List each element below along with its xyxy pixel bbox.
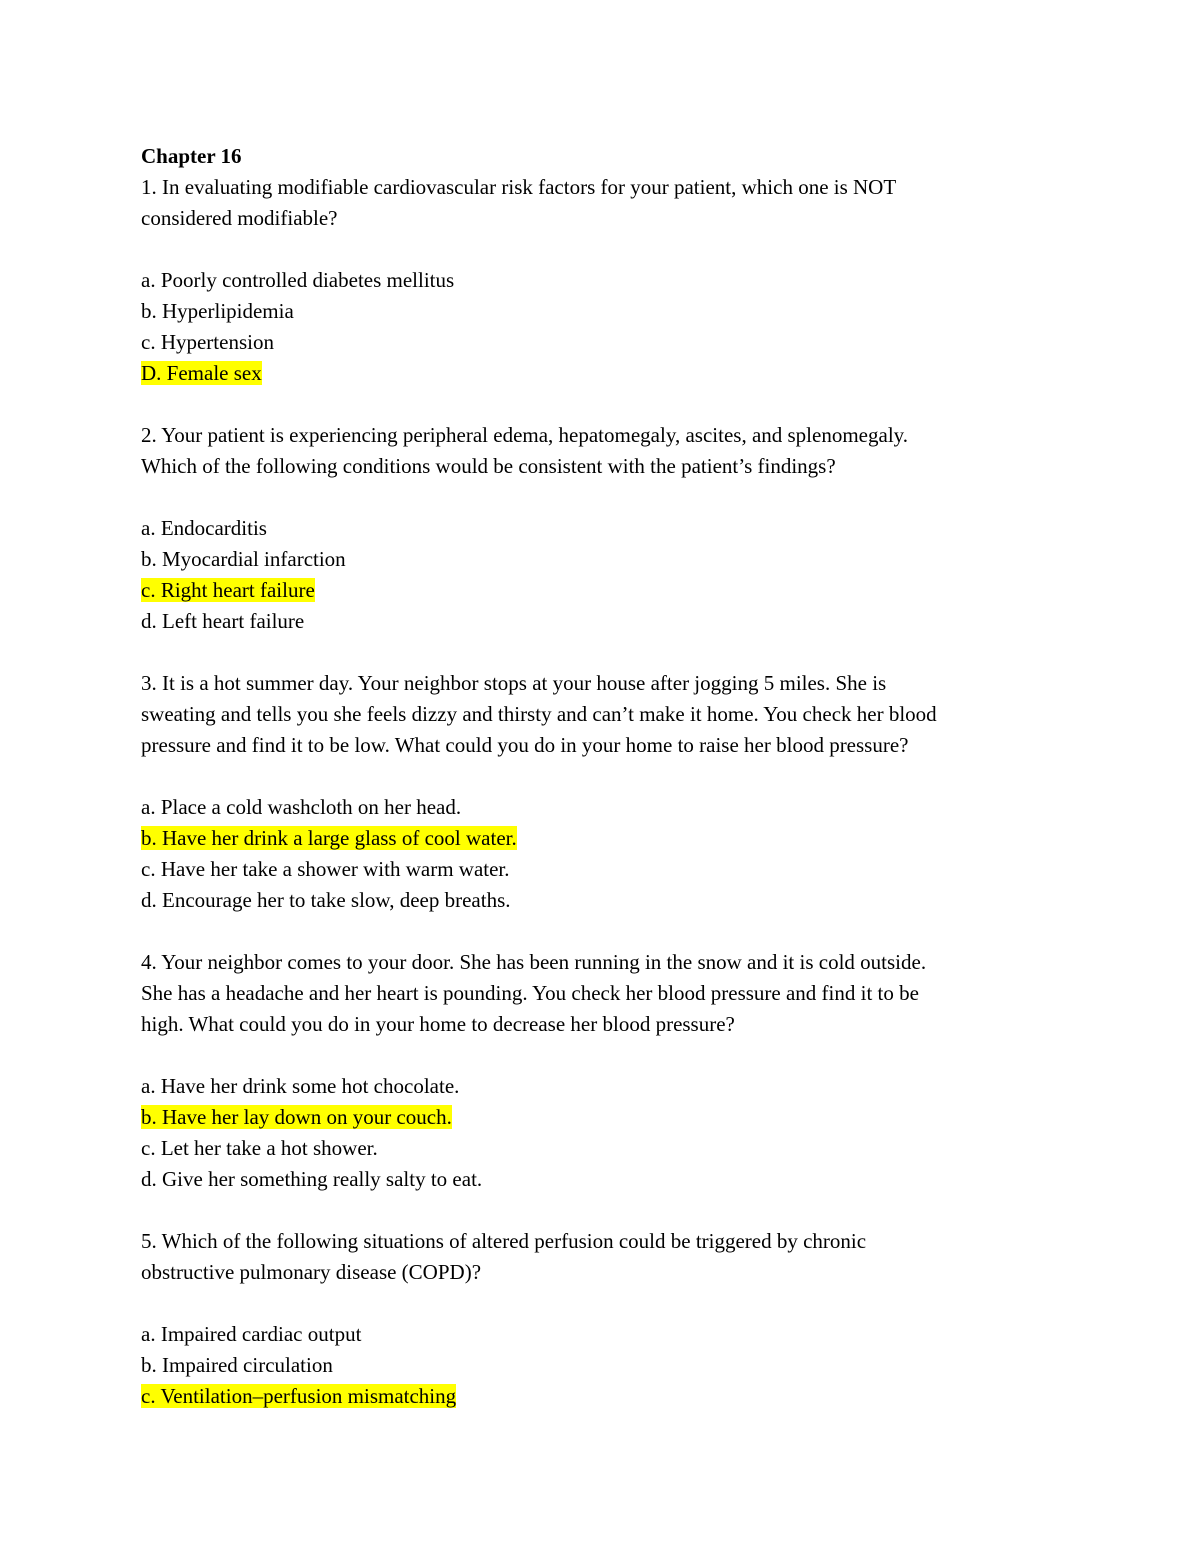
option-text: a. Endocarditis: [141, 516, 267, 540]
question-1-option-d-answer: [141, 358, 1061, 389]
question-5: [141, 1226, 1061, 1412]
option-text: a. Have her drink some hot chocolate.: [141, 1074, 460, 1098]
question-1-option-b: [141, 296, 1061, 327]
blank-line: [141, 1195, 1061, 1226]
question-1-stem-line-2: considered modifiable?: [141, 206, 338, 230]
question-1-option-c: [141, 327, 1061, 358]
option-text: c. Hypertension: [141, 330, 274, 354]
option-text: a. Impaired cardiac output: [141, 1322, 362, 1346]
question-3: [141, 668, 1061, 947]
question-5-stem-line-1: 5. Which of the following situations of altered perfusion could be triggered by chronic: [141, 1229, 867, 1253]
option-text: c. Let her take a hot shower.: [141, 1136, 378, 1160]
question-1-stem-line-1: 1. In evaluating modifiable cardiovascular risk factors for your patient, which one is NOT: [141, 175, 897, 199]
option-text: b. Hyperlipidemia: [141, 299, 294, 323]
question-4-option-d: [141, 1164, 1061, 1195]
question-2-option-b: [141, 544, 1061, 575]
blank-line: [141, 1040, 1061, 1071]
question-4: [141, 947, 1061, 1226]
question-1: [141, 172, 1061, 420]
highlighted-answer: b. Have her drink a large glass of cool water.: [141, 826, 517, 850]
question-3-stem-line-1: 3. It is a hot summer day. Your neighbor stops at your house after jogging 5 miles. She is: [141, 671, 887, 695]
option-text: c. Have her take a shower with warm water.: [141, 857, 510, 881]
option-text: b. Impaired circulation: [141, 1353, 333, 1377]
blank-line: [141, 916, 1061, 947]
highlighted-answer: c. Ventilation–perfusion mismatching: [141, 1384, 457, 1408]
option-text: a. Poorly controlled diabetes mellitus: [141, 268, 455, 292]
document-content: [141, 141, 1061, 1412]
option-text: d. Left heart failure: [141, 609, 305, 633]
option-text: b. Myocardial infarction: [141, 547, 346, 571]
blank-line: [141, 234, 1061, 265]
question-4-option-c: [141, 1133, 1061, 1164]
question-3-stem-line-2: sweating and tells you she feels dizzy and thirsty and can’t make it home. You check her blood: [141, 702, 937, 726]
blank-line: [141, 1288, 1061, 1319]
question-3-option-d: [141, 885, 1061, 916]
option-text: d. Encourage her to take slow, deep breaths.: [141, 888, 511, 912]
question-3-option-a: [141, 792, 1061, 823]
question-2-option-d: [141, 606, 1061, 637]
question-3-option-b-answer: [141, 823, 1061, 854]
highlighted-answer: b. Have her lay down on your couch.: [141, 1105, 452, 1129]
question-2-option-a: [141, 513, 1061, 544]
question-4-stem-line-2: She has a headache and her heart is pounding. You check her blood pressure and find it to be: [141, 981, 919, 1005]
question-5-option-a: [141, 1319, 1061, 1350]
question-4-option-b-answer: [141, 1102, 1061, 1133]
highlighted-answer: D. Female sex: [141, 361, 262, 385]
option-text: a. Place a cold washcloth on her head.: [141, 795, 462, 819]
question-4-option-a: [141, 1071, 1061, 1102]
question-5-option-c-answer: [141, 1381, 1061, 1412]
blank-line: [141, 389, 1061, 420]
blank-line: [141, 482, 1061, 513]
question-2: [141, 420, 1061, 668]
question-2-option-c-answer: [141, 575, 1061, 606]
question-1-option-a: [141, 265, 1061, 296]
question-2-stem-line-2: Which of the following conditions would be consistent with the patient’s findings?: [141, 454, 836, 478]
question-4-stem-line-3: high. What could you do in your home to decrease her blood pressure?: [141, 1012, 735, 1036]
highlighted-answer: c. Right heart failure: [141, 578, 315, 602]
question-4-stem-line-1: 4. Your neighbor comes to your door. She has been running in the snow and it is cold outside.: [141, 950, 927, 974]
question-3-option-c: [141, 854, 1061, 885]
blank-line: [141, 637, 1061, 668]
chapter-title: Chapter 16: [141, 144, 242, 168]
question-5-stem-line-2: obstructive pulmonary disease (COPD)?: [141, 1260, 482, 1284]
option-text: d. Give her something really salty to eat.: [141, 1167, 483, 1191]
question-2-stem-line-1: 2. Your patient is experiencing peripheral edema, hepatomegaly, ascites, and splenomegaly.: [141, 423, 909, 447]
question-3-stem-line-3: pressure and find it to be low. What could you do in your home to raise her blood pressure?: [141, 733, 909, 757]
question-5-option-b: [141, 1350, 1061, 1381]
blank-line: [141, 761, 1061, 792]
